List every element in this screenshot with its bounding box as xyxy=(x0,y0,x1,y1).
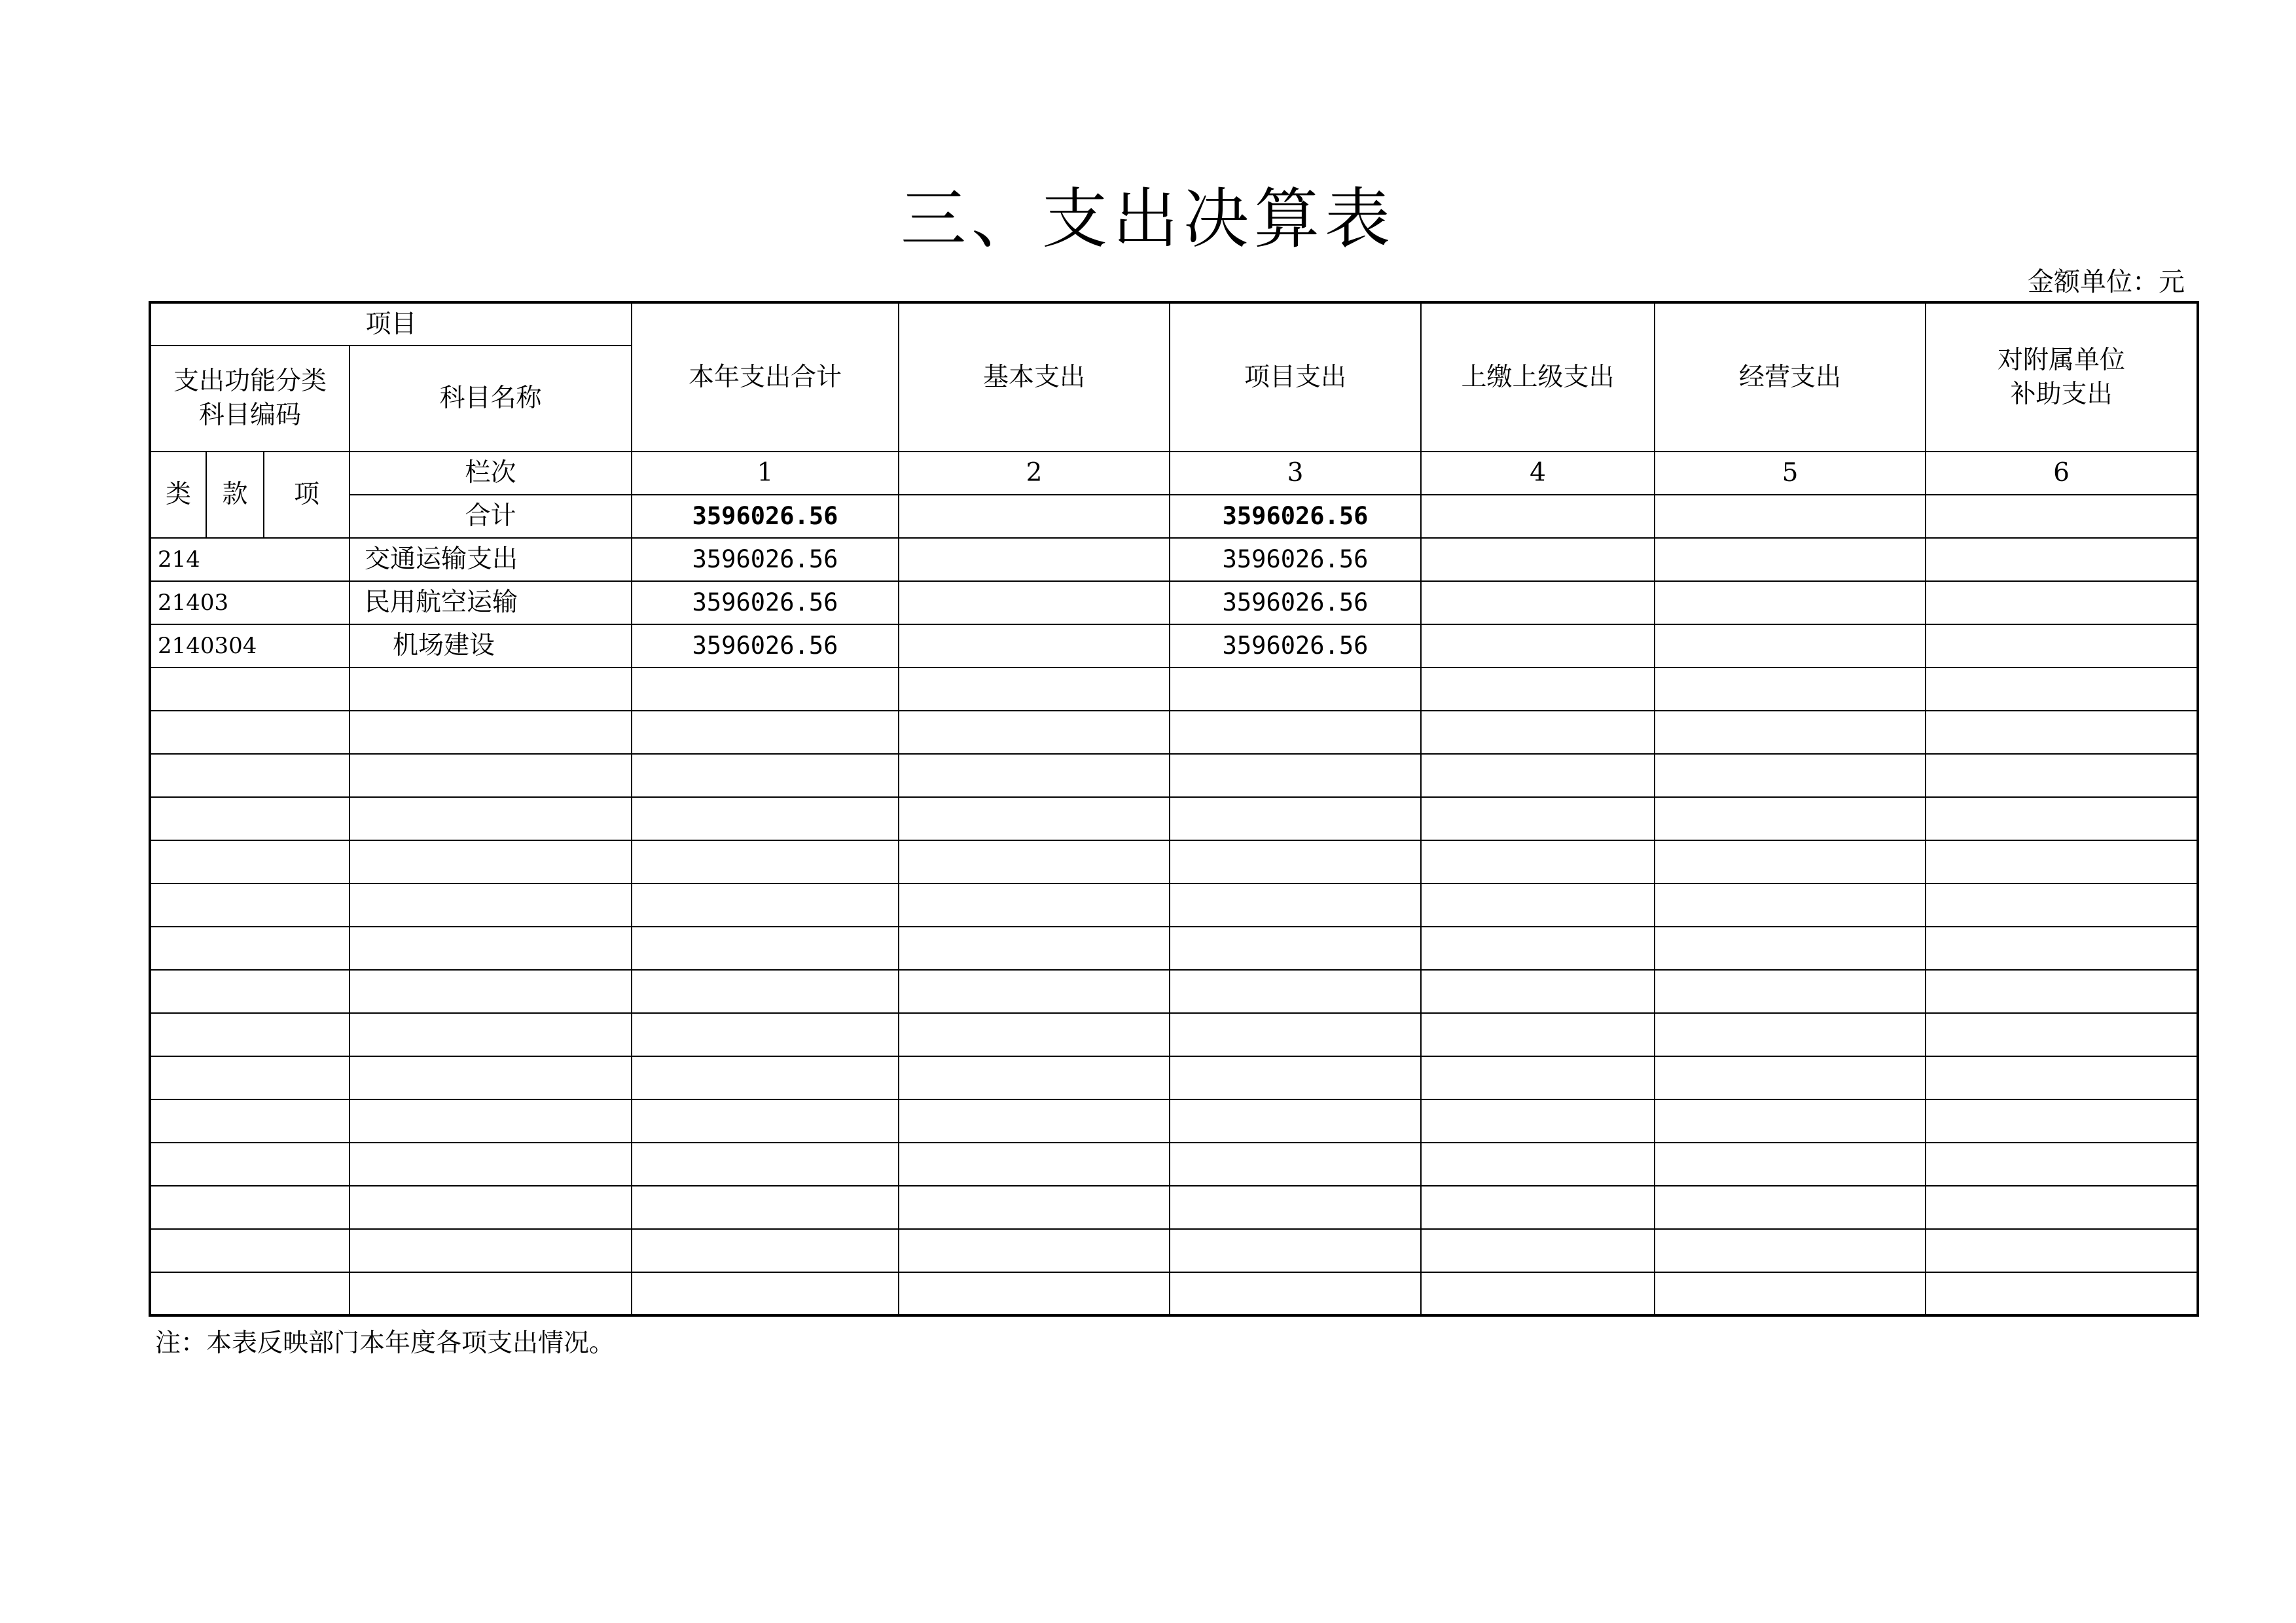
empty-cell xyxy=(1170,927,1421,970)
cell-value xyxy=(1421,624,1655,668)
empty-cell xyxy=(1655,1056,1926,1099)
empty-cell xyxy=(150,668,350,711)
empty-cell xyxy=(632,1186,899,1229)
empty-cell xyxy=(1421,840,1655,883)
subject-name: 交通运输支出 xyxy=(350,538,632,581)
empty-cell xyxy=(350,1186,632,1229)
empty-cell xyxy=(899,1143,1170,1186)
empty-cell xyxy=(1655,754,1926,797)
empty-row xyxy=(150,711,2198,754)
empty-cell xyxy=(1926,668,2198,711)
empty-cell xyxy=(350,1143,632,1186)
total-label: 合计 xyxy=(350,495,632,538)
empty-cell xyxy=(1170,754,1421,797)
total-value xyxy=(1655,495,1926,538)
empty-cell xyxy=(1926,797,2198,840)
empty-cell xyxy=(1170,1272,1421,1315)
header-col-subsidy xyxy=(1926,302,2198,452)
empty-cell xyxy=(1421,711,1655,754)
cell-value xyxy=(1655,538,1926,581)
table-row xyxy=(150,581,2198,624)
empty-row xyxy=(150,1099,2198,1143)
empty-cell xyxy=(150,970,350,1013)
empty-cell xyxy=(1926,840,2198,883)
empty-cell xyxy=(1926,1143,2198,1186)
header-col-operating: 经营支出 xyxy=(1655,302,1926,452)
empty-cell xyxy=(899,883,1170,927)
empty-cell xyxy=(632,668,899,711)
empty-cell xyxy=(1926,1229,2198,1272)
table-row xyxy=(150,624,2198,668)
header-code-group xyxy=(150,346,350,452)
empty-cell xyxy=(632,883,899,927)
empty-cell xyxy=(899,754,1170,797)
header-xiang: 项 xyxy=(264,452,350,538)
empty-cell xyxy=(150,1013,350,1056)
empty-cell xyxy=(350,1013,632,1056)
subject-code: 2140304 xyxy=(150,624,350,668)
empty-cell xyxy=(1655,840,1926,883)
empty-cell xyxy=(899,797,1170,840)
header-col-subsidy-line2: 补助支出 xyxy=(2010,379,2113,409)
empty-cell xyxy=(1421,797,1655,840)
header-code-line2: 科目编码 xyxy=(198,401,301,430)
empty-row xyxy=(150,668,2198,711)
empty-cell xyxy=(350,970,632,1013)
empty-cell xyxy=(632,1099,899,1143)
empty-cell xyxy=(632,711,899,754)
header-subject-name: 科目名称 xyxy=(350,346,632,452)
empty-cell xyxy=(350,1099,632,1143)
empty-row xyxy=(150,927,2198,970)
empty-cell xyxy=(1421,1272,1655,1315)
empty-cell xyxy=(350,840,632,883)
header-item: 项目 xyxy=(150,302,632,346)
empty-cell xyxy=(632,840,899,883)
empty-cell xyxy=(632,797,899,840)
header-col-basic: 基本支出 xyxy=(899,302,1170,452)
empty-cell xyxy=(150,711,350,754)
empty-cell xyxy=(1421,1229,1655,1272)
empty-row xyxy=(150,1272,2198,1315)
empty-cell xyxy=(1926,1186,2198,1229)
empty-cell xyxy=(1421,754,1655,797)
empty-cell xyxy=(899,1013,1170,1056)
empty-cell xyxy=(1926,970,2198,1013)
empty-cell xyxy=(350,711,632,754)
subject-code: 21403 xyxy=(150,581,350,624)
empty-cell xyxy=(1170,711,1421,754)
empty-cell xyxy=(1170,797,1421,840)
cell-value xyxy=(1421,538,1655,581)
empty-cell xyxy=(1421,1056,1655,1099)
total-value: 3596026.56 xyxy=(1170,495,1421,538)
empty-cell xyxy=(350,1056,632,1099)
table-row xyxy=(150,538,2198,581)
empty-cell xyxy=(632,1056,899,1099)
cell-value xyxy=(1926,581,2198,624)
cell-value xyxy=(1926,538,2198,581)
empty-cell xyxy=(632,1229,899,1272)
empty-cell xyxy=(632,927,899,970)
cell-value: 3596026.56 xyxy=(632,581,899,624)
empty-cell xyxy=(1655,1143,1926,1186)
header-col-remit: 上缴上级支出 xyxy=(1421,302,1655,452)
empty-cell xyxy=(1655,1186,1926,1229)
cell-value xyxy=(1421,581,1655,624)
empty-cell xyxy=(1170,1186,1421,1229)
empty-cell xyxy=(150,883,350,927)
empty-cell xyxy=(350,797,632,840)
header-code-line1: 支出功能分类 xyxy=(173,366,327,396)
empty-cell xyxy=(1421,970,1655,1013)
empty-cell xyxy=(150,1186,350,1229)
page-title: 三、支出决算表 xyxy=(901,181,1395,257)
empty-cell xyxy=(1170,883,1421,927)
empty-cell xyxy=(632,970,899,1013)
cell-value xyxy=(899,581,1170,624)
cell-value: 3596026.56 xyxy=(632,538,899,581)
empty-cell xyxy=(1926,1272,2198,1315)
empty-cell xyxy=(632,1013,899,1056)
empty-cell xyxy=(1421,1186,1655,1229)
empty-cell xyxy=(350,883,632,927)
empty-cell xyxy=(350,668,632,711)
empty-cell xyxy=(1421,1013,1655,1056)
expenditure-table xyxy=(149,301,2199,1317)
column-number: 6 xyxy=(1926,452,2198,495)
empty-cell xyxy=(1421,883,1655,927)
empty-row xyxy=(150,797,2198,840)
empty-cell xyxy=(632,754,899,797)
cell-value xyxy=(1655,581,1926,624)
empty-cell xyxy=(632,1143,899,1186)
column-number: 3 xyxy=(1170,452,1421,495)
cell-value xyxy=(1655,624,1926,668)
empty-row xyxy=(150,1056,2198,1099)
empty-cell xyxy=(1170,668,1421,711)
cell-value xyxy=(899,624,1170,668)
empty-cell xyxy=(899,927,1170,970)
empty-cell xyxy=(1655,1229,1926,1272)
table-note: 注：本表反映部门本年度各项支出情况。 xyxy=(155,1329,615,1358)
empty-cell xyxy=(150,1099,350,1143)
empty-row xyxy=(150,840,2198,883)
total-value xyxy=(1926,495,2198,538)
empty-row xyxy=(150,754,2198,797)
empty-cell xyxy=(1655,797,1926,840)
empty-cell xyxy=(350,927,632,970)
header-col-subsidy-line1: 对附属单位 xyxy=(1998,345,2126,375)
empty-cell xyxy=(899,840,1170,883)
subject-code: 214 xyxy=(150,538,350,581)
empty-cell xyxy=(150,754,350,797)
total-value xyxy=(899,495,1170,538)
empty-cell xyxy=(350,1229,632,1272)
empty-row xyxy=(150,970,2198,1013)
empty-row xyxy=(150,1143,2198,1186)
empty-cell xyxy=(1655,1099,1926,1143)
cell-value: 3596026.56 xyxy=(1170,624,1421,668)
empty-cell xyxy=(350,754,632,797)
empty-cell xyxy=(899,970,1170,1013)
empty-cell xyxy=(150,840,350,883)
empty-cell xyxy=(150,1143,350,1186)
empty-cell xyxy=(899,1229,1170,1272)
empty-cell xyxy=(899,668,1170,711)
empty-cell xyxy=(899,1056,1170,1099)
empty-cell xyxy=(1421,927,1655,970)
cell-value: 3596026.56 xyxy=(1170,538,1421,581)
header-col-total: 本年支出合计 xyxy=(632,302,899,452)
amount-unit: 金额单位：元 xyxy=(2028,267,2185,297)
empty-cell xyxy=(899,1099,1170,1143)
empty-cell xyxy=(1170,840,1421,883)
empty-cell xyxy=(150,927,350,970)
empty-cell xyxy=(1926,1056,2198,1099)
empty-cell xyxy=(1926,754,2198,797)
header-lei: 类 xyxy=(150,452,206,538)
empty-row xyxy=(150,883,2198,927)
empty-cell xyxy=(150,1229,350,1272)
row-index-label: 栏次 xyxy=(350,452,632,495)
column-number: 5 xyxy=(1655,452,1926,495)
empty-cell xyxy=(1655,927,1926,970)
empty-cell xyxy=(1170,1143,1421,1186)
empty-cell xyxy=(150,797,350,840)
empty-cell xyxy=(899,1186,1170,1229)
cell-value: 3596026.56 xyxy=(632,624,899,668)
cell-value: 3596026.56 xyxy=(1170,581,1421,624)
header-col-project: 项目支出 xyxy=(1170,302,1421,452)
empty-cell xyxy=(1655,1013,1926,1056)
total-value xyxy=(1421,495,1655,538)
empty-cell xyxy=(1655,883,1926,927)
empty-cell xyxy=(1655,1272,1926,1315)
empty-cell xyxy=(1655,970,1926,1013)
empty-cell xyxy=(1926,1099,2198,1143)
empty-row xyxy=(150,1013,2198,1056)
column-number: 1 xyxy=(632,452,899,495)
empty-cell xyxy=(1421,1143,1655,1186)
cell-value xyxy=(1926,624,2198,668)
subject-name: 民用航空运输 xyxy=(350,581,632,624)
empty-cell xyxy=(350,1272,632,1315)
empty-cell xyxy=(632,1272,899,1315)
empty-cell xyxy=(1926,883,2198,927)
empty-row xyxy=(150,1229,2198,1272)
empty-cell xyxy=(1926,927,2198,970)
cell-value xyxy=(899,538,1170,581)
empty-cell xyxy=(1655,668,1926,711)
empty-cell xyxy=(1926,711,2198,754)
empty-cell xyxy=(1170,1013,1421,1056)
empty-cell xyxy=(1170,1229,1421,1272)
empty-cell xyxy=(899,711,1170,754)
empty-cell xyxy=(1170,1099,1421,1143)
column-number: 2 xyxy=(899,452,1170,495)
header-kuan: 款 xyxy=(206,452,264,538)
empty-cell xyxy=(899,1272,1170,1315)
empty-row xyxy=(150,1186,2198,1229)
empty-cell xyxy=(1421,1099,1655,1143)
empty-cell xyxy=(1170,1056,1421,1099)
empty-cell xyxy=(1421,668,1655,711)
empty-cell xyxy=(1170,970,1421,1013)
subject-name: 机场建设 xyxy=(350,624,632,668)
empty-cell xyxy=(1926,1013,2198,1056)
column-number: 4 xyxy=(1421,452,1655,495)
empty-cell xyxy=(150,1056,350,1099)
total-value: 3596026.56 xyxy=(632,495,899,538)
empty-cell xyxy=(1655,711,1926,754)
empty-cell xyxy=(150,1272,350,1315)
